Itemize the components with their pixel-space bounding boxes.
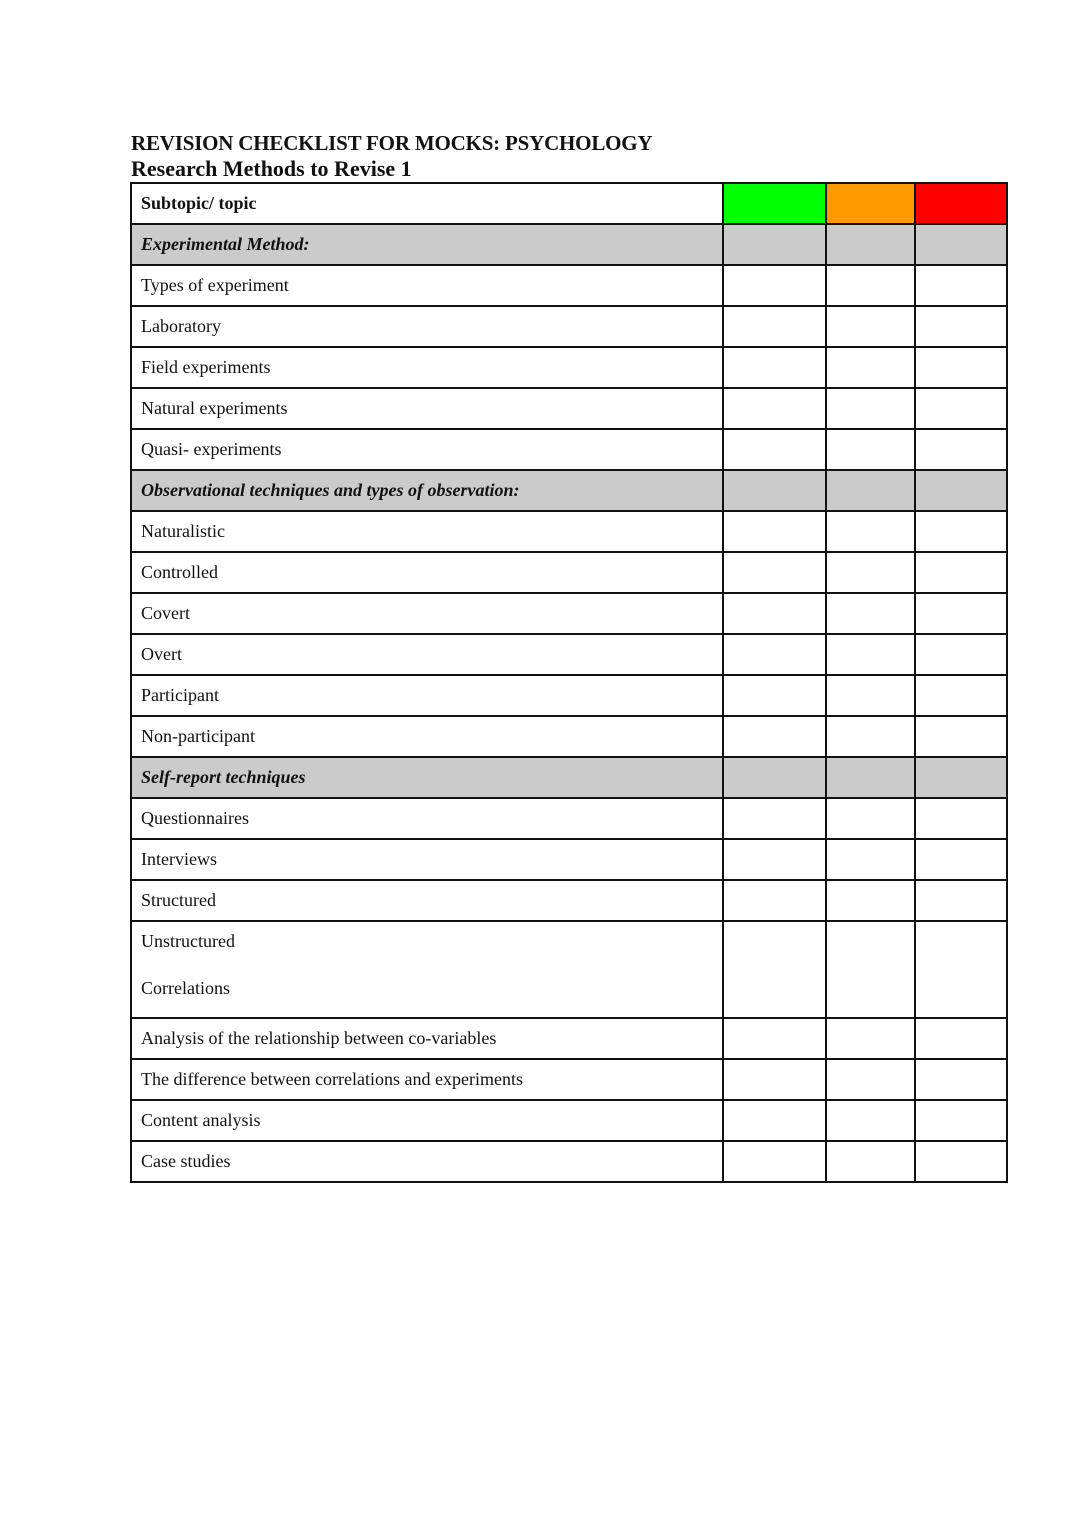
red-rating-cell[interactable] [915, 1059, 1007, 1100]
topic-text: Natural experiments [141, 398, 288, 418]
amber-rating-cell[interactable] [826, 1100, 915, 1141]
amber-rating-cell[interactable] [826, 634, 915, 675]
topic-label [131, 265, 723, 306]
red-rating-cell [915, 470, 1007, 511]
table-row [131, 593, 1007, 634]
topic-text: Covert [141, 603, 190, 623]
table-row [131, 1018, 1007, 1059]
amber-rating-cell[interactable] [826, 675, 915, 716]
topic-label [131, 429, 723, 470]
red-rating-cell[interactable] [915, 839, 1007, 880]
amber-rating-cell[interactable] [826, 429, 915, 470]
green-rating-cell[interactable] [723, 429, 826, 470]
topic-label [131, 552, 723, 593]
table-row [131, 839, 1007, 880]
topic-label [131, 880, 723, 921]
green-rating-cell[interactable] [723, 1059, 826, 1100]
table-row [131, 798, 1007, 839]
topic-label [131, 716, 723, 757]
topic-text: Case studies [141, 1151, 231, 1171]
amber-rating-cell[interactable] [826, 1141, 915, 1182]
green-rating-cell[interactable] [723, 1018, 826, 1059]
topic-label [131, 798, 723, 839]
green-rating-cell [723, 470, 826, 511]
topic-text: Types of experiment [141, 275, 289, 295]
topic-text: Interviews [141, 849, 217, 869]
green-rating-cell[interactable] [723, 1100, 826, 1141]
topic-text: Correlations [141, 978, 230, 998]
topic-label [131, 593, 723, 634]
green-rating-cell[interactable] [723, 511, 826, 552]
amber-rating-cell[interactable] [826, 593, 915, 634]
topic-label [131, 511, 723, 552]
table-row [131, 511, 1007, 552]
green-confident-header [723, 183, 826, 224]
topic-label [131, 306, 723, 347]
amber-rating-cell[interactable] [826, 388, 915, 429]
revision-checklist-table [130, 182, 1008, 1183]
section-header-row [131, 224, 1007, 265]
topic-text: Controlled [141, 562, 218, 582]
red-rating-cell[interactable] [915, 880, 1007, 921]
red-rating-cell[interactable] [915, 1018, 1007, 1059]
red-rating-cell[interactable] [915, 634, 1007, 675]
red-rating-cell[interactable] [915, 265, 1007, 306]
topic-text: Structured [141, 890, 216, 910]
topic-text: Quasi- experiments [141, 439, 282, 459]
topic-text: Laboratory [141, 316, 221, 336]
table-row [131, 921, 1007, 1018]
document-title: REVISION CHECKLIST FOR MOCKS: PSYCHOLOGY [131, 131, 653, 155]
green-rating-cell[interactable] [723, 388, 826, 429]
amber-rating-cell[interactable] [826, 265, 915, 306]
amber-rating-cell [826, 470, 915, 511]
green-rating-cell [723, 224, 826, 265]
table-row [131, 675, 1007, 716]
table-row [131, 429, 1007, 470]
table-row [131, 347, 1007, 388]
section-header-row [131, 757, 1007, 798]
amber-partial-header [826, 183, 915, 224]
red-rating-cell[interactable] [915, 388, 1007, 429]
amber-rating-cell[interactable] [826, 511, 915, 552]
table-row [131, 265, 1007, 306]
document-subtitle: Research Methods to Revise 1 [131, 156, 412, 181]
amber-rating-cell[interactable] [826, 880, 915, 921]
red-rating-cell[interactable] [915, 1100, 1007, 1141]
topic-text: Questionnaires [141, 808, 249, 828]
topic-text: Self-report techniques [141, 767, 306, 787]
topic-text: Participant [141, 685, 219, 705]
topic-text: Naturalistic [141, 521, 225, 541]
green-rating-cell[interactable] [723, 839, 826, 880]
table-row [131, 306, 1007, 347]
red-rating-cell[interactable] [915, 347, 1007, 388]
topic-text: Field experiments [141, 357, 271, 377]
topic-label [131, 347, 723, 388]
section-header-row [131, 470, 1007, 511]
table-row [131, 1100, 1007, 1141]
red-rating-cell[interactable] [915, 716, 1007, 757]
green-rating-cell[interactable] [723, 347, 826, 388]
amber-rating-cell[interactable] [826, 1059, 915, 1100]
topic-label [131, 1100, 723, 1141]
green-rating-cell[interactable] [723, 716, 826, 757]
green-rating-cell[interactable] [723, 552, 826, 593]
topic-text: Content analysis [141, 1110, 261, 1130]
red-rating-cell[interactable] [915, 552, 1007, 593]
green-rating-cell[interactable] [723, 265, 826, 306]
section-label [131, 757, 723, 798]
topic-label [131, 921, 723, 1018]
red-rating-cell[interactable] [915, 798, 1007, 839]
green-rating-cell[interactable] [723, 306, 826, 347]
section-label [131, 470, 723, 511]
topic-label [131, 634, 723, 675]
green-rating-cell[interactable] [723, 675, 826, 716]
amber-rating-cell[interactable] [826, 306, 915, 347]
amber-rating-cell[interactable] [826, 552, 915, 593]
red-rating-cell[interactable] [915, 921, 1007, 1018]
green-rating-cell[interactable] [723, 880, 826, 921]
topic-label [131, 675, 723, 716]
table-row [131, 634, 1007, 675]
red-rating-cell[interactable] [915, 1141, 1007, 1182]
topic-text: Experimental Method: [141, 234, 310, 254]
topic-column-header: Subtopic/ topic [131, 183, 723, 224]
table-header-row [131, 183, 1007, 224]
topic-text: Overt [141, 644, 182, 664]
topic-label [131, 1141, 723, 1182]
amber-rating-cell [826, 224, 915, 265]
topic-label [131, 388, 723, 429]
red-not-confident-header [915, 183, 1007, 224]
amber-rating-cell[interactable] [826, 347, 915, 388]
table-row [131, 388, 1007, 429]
green-rating-cell[interactable] [723, 593, 826, 634]
amber-rating-cell[interactable] [826, 1018, 915, 1059]
green-rating-cell[interactable] [723, 1141, 826, 1182]
red-rating-cell[interactable] [915, 429, 1007, 470]
topic-label [131, 839, 723, 880]
table-row [131, 716, 1007, 757]
red-rating-cell[interactable] [915, 593, 1007, 634]
red-rating-cell [915, 757, 1007, 798]
topic-text: The difference between correlations and experiments [141, 1069, 523, 1089]
amber-rating-cell [826, 757, 915, 798]
amber-rating-cell[interactable] [826, 716, 915, 757]
table-row [131, 1141, 1007, 1182]
topic-text: Observational techniques and types of observation: [141, 480, 520, 500]
table-row [131, 1059, 1007, 1100]
topic-text: Non-participant [141, 726, 255, 746]
green-rating-cell[interactable] [723, 921, 826, 1018]
topic-label [131, 1018, 723, 1059]
topic-text: Unstructured [141, 931, 235, 951]
amber-rating-cell[interactable] [826, 839, 915, 880]
topic-label [131, 1059, 723, 1100]
red-rating-cell [915, 224, 1007, 265]
red-rating-cell[interactable] [915, 511, 1007, 552]
red-rating-cell[interactable] [915, 675, 1007, 716]
topic-text: Analysis of the relationship between co-variables [141, 1028, 497, 1048]
red-rating-cell[interactable] [915, 306, 1007, 347]
section-label [131, 224, 723, 265]
green-rating-cell [723, 757, 826, 798]
green-rating-cell[interactable] [723, 634, 826, 675]
amber-rating-cell[interactable] [826, 798, 915, 839]
amber-rating-cell[interactable] [826, 921, 915, 1018]
table-row [131, 552, 1007, 593]
table-row [131, 880, 1007, 921]
green-rating-cell[interactable] [723, 798, 826, 839]
